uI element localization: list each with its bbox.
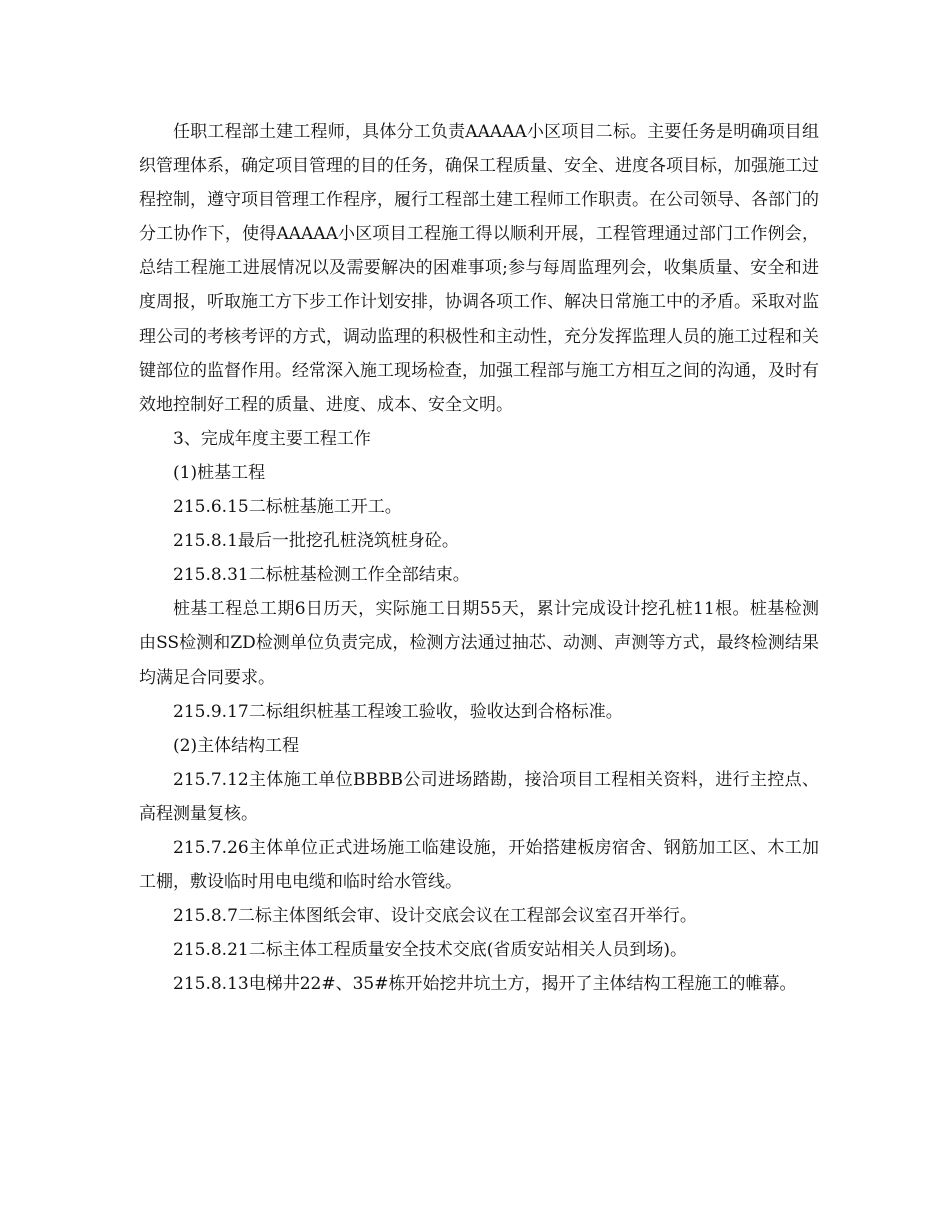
list-item: 215.8.13电梯井22#、35#栋开始挖井坑土方，揭开了主体结构工程施工的帷幕。 — [173, 974, 797, 995]
paragraph-duties: 任职工程部土建工程师，具体分工负责AAAAA小区项目二标。主要任务是明确项目组织管理体系，确定项目管理的目的任务，确保工程质量、安全、进度各项目标，加强施工过程控制，遵守项目管理工作程序，履行工程部土建工程师工作职责。在公司领导、各部门的分工协作下，使得AAAAA小区项目工程施工得以顺利开展，工程管理通过部门工作例会，总结工程施工进展情况以及需要解决的困难事项;参与每周监理列会，收集质量、安全和进度周报，听取施工方下步工作计划安排，协调各项工作、解决日常施工中的矛盾。采取对监理公司的考核考评的方式，调动监理的积极性和主动性，充分发挥监理人员的施工过程和关键部位的监督作用。经常深入施工现场检查，加强工程部与施工方相互之间的沟通，及时有效地控制好工程的质量、进度、成本、安全文明。 — [139, 122, 819, 415]
document-body — [139, 115, 819, 1001]
list-item: 215.6.15二标桩基施工开工。 — [173, 497, 402, 518]
paragraph-pile-summary: 桩基工程总工期6日历天，实际施工日期55天，累计完成设计挖孔桩11根。桩基检测由SS检测和ZD检测单位负责完成，检测方法通过抽芯、动测、声测等方式，最终检测结果均满足合同要求。 — [139, 599, 819, 688]
list-item: 215.8.1最后一批挖孔桩浇筑桩身砼。 — [173, 531, 459, 552]
list-item: 215.9.17二标组织桩基工程竣工验收，验收达到合格标准。 — [173, 701, 623, 722]
section-heading-annual-work: 3、完成年度主要工程工作 — [173, 428, 371, 449]
list-item: 215.8.31二标桩基检测工作全部结束。 — [173, 565, 470, 586]
subsection-heading-pile-foundation: (1)桩基工程 — [173, 462, 266, 483]
list-item: 215.7.12主体施工单位BBBB公司进场踏勘，接洽项目工程相关资料，进行主控点、高程测量复核。 — [139, 769, 819, 824]
subsection-heading-main-structure: (2)主体结构工程 — [173, 735, 300, 756]
list-item: 215.8.7二标主体图纸会审、设计交底会议在工程部会议室召开举行。 — [173, 906, 697, 927]
list-item: 215.7.26主体单位正式进场施工临建设施，开始搭建板房宿舍、钢筋加工区、木工加工棚，敷设临时用电电缆和临时给水管线。 — [139, 837, 819, 893]
list-item: 215.8.21二标主体工程质量安全技术交底(省质安站相关人员到场)。 — [173, 940, 687, 961]
